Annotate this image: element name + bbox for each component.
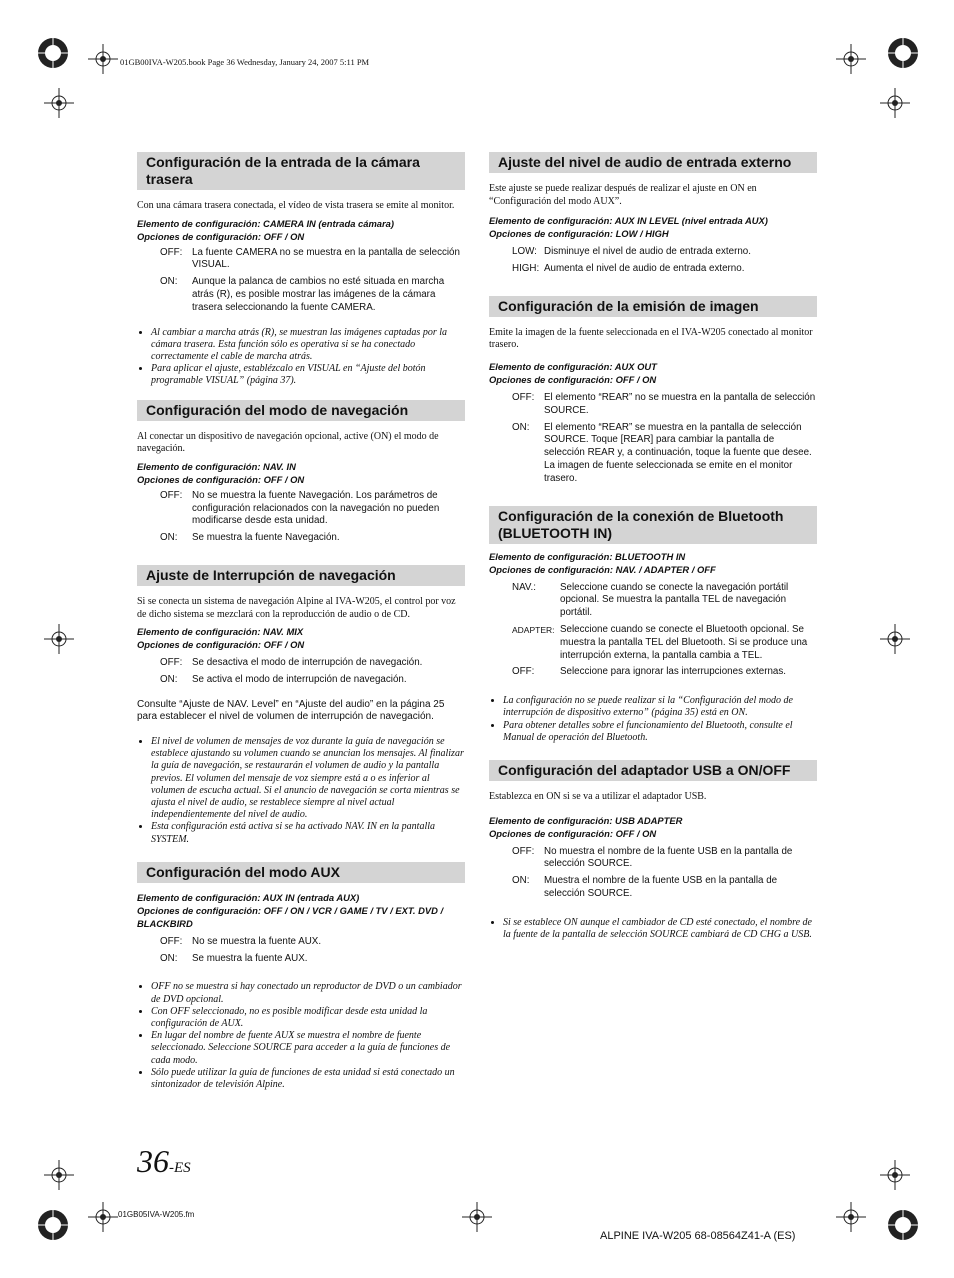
crosshair-mark-icon	[462, 1202, 492, 1232]
footer-file-name: 01GB05IVA-W205.fm	[118, 1210, 195, 1219]
left-column	[137, 152, 465, 1091]
interrupt-options-line: Opciones de configuración: OFF / ON	[137, 639, 305, 651]
bluetooth-options-line: Opciones de configuración: NAV. / ADAPTER / OFF	[489, 563, 716, 575]
interrupt-notes	[137, 736, 465, 846]
interrupt-element: Elemento de configuración: NAV. MIX	[137, 626, 304, 638]
registration-mark-icon	[886, 1208, 920, 1242]
note-item: • En lugar del nombre de fuente AUX se muestra el nombre de fuente seleccionado. Seleccione SOURCE para acceder a la guía de funciones de cada modo.	[151, 1030, 465, 1067]
crosshair-mark-icon	[44, 624, 74, 654]
auxlevel-intro: Este ajuste se puede realizar después de realizar el ajuste en ON en “Configuración del modo AUX”.	[489, 183, 757, 207]
interrupt-intro: Si se conecta un sistema de navegación Alpine al IVA-W205, el control por voz de dicho sistema se mezclará con la reproducción de audio o de CD.	[137, 595, 456, 620]
crosshair-mark-icon	[880, 624, 910, 654]
right-column	[489, 152, 817, 941]
option-row: OFF: La fuente CAMERA no se muestra en la pantalla de selección VISUAL.	[160, 246, 460, 271]
note-item: • La configuración no se puede realizar si la “Configuración del modo de interrupción de dispositivo externo” (página 35) está en ON.	[503, 695, 817, 719]
note-item: • Con OFF seleccionado, no es posible modificar desde esta unidad la configuración de AUX.	[151, 1006, 465, 1030]
camera-notes	[137, 327, 465, 388]
section-title-bluetooth: Configuración de la conexión de Bluetooth (BLUETOOTH IN)	[489, 506, 817, 544]
crosshair-mark-icon	[88, 44, 118, 74]
image-options-line: Opciones de configuración: OFF / ON	[489, 373, 657, 385]
usb-intro: Establezca en ON si se va a utilizar el adaptador USB.	[489, 790, 707, 802]
option-row: NAV.: Seleccione cuando se conecte la navegación portátil opcional. Se muestra la pantalla TEL de navegación portátil.	[512, 581, 789, 619]
option-row: ON: Se muestra la fuente AUX.	[160, 952, 308, 964]
option-row: OFF: No muestra el nombre de la fuente USB en la pantalla de selección SOURCE.	[512, 845, 793, 870]
option-row: ADAPTER: Seleccione cuando se conecte el Bluetooth opcional. Se muestra la pantalla TEL del Bluetooth. Si se produce una interrupción externa, la pantalla cambia a TEL.	[512, 623, 808, 661]
section-title-interrupt: Ajuste de Interrupción de navegación	[137, 565, 465, 586]
bluetooth-notes	[489, 695, 817, 744]
crosshair-mark-icon	[836, 1202, 866, 1232]
page-number	[137, 1143, 191, 1180]
nav-intro: Al conectar un dispositivo de navegación opcional, active (ON) el modo de navegación.	[137, 430, 439, 455]
usb-notes	[489, 917, 817, 941]
option-row: ON: Se muestra la fuente Navegación.	[160, 532, 340, 544]
section-title-camera: Configuración de la entrada de la cámara trasera	[137, 152, 465, 190]
book-header-line: 01GB00IVA-W205.book Page 36 Wednesday, January 24, 2007 5:11 PM	[120, 57, 370, 67]
option-row: ON: Muestra el nombre de la fuente USB en la pantalla de selección SOURCE.	[512, 875, 778, 899]
page-number-suffix: -ES	[169, 1160, 191, 1176]
footer-model-line: ALPINE IVA-W205 68-08564Z41-A (ES)	[600, 1230, 796, 1242]
registration-mark-icon	[886, 36, 920, 70]
section-title-usb: Configuración del adaptador USB a ON/OFF	[489, 760, 817, 781]
note-item: • Para aplicar el ajuste, establézcalo en VISUAL en “Ajuste del botón programable VISUAL” (página 37).	[151, 363, 465, 387]
image-element: Elemento de configuración: AUX OUT	[489, 360, 657, 372]
registration-mark-icon	[36, 1208, 70, 1242]
option-row: OFF: No se muestra la fuente Navegación. Los parámetros de configuración relacionados con la navegación no pueden modificarse desde esta unidad.	[160, 489, 440, 527]
option-row: OFF: El elemento “REAR” no se muestra en la pantalla de selección SOURCE.	[512, 391, 816, 416]
option-row: ON: El elemento “REAR” se muestra en la pantalla de selección SOURCE. Toque [REAR] para cambiar la pantalla de selección REAR y, a continuación, toque la fuente que desee. La imagen de fuente seleccionada se emite en el monitor trasero.	[512, 421, 812, 484]
option-row: OFF: Se desactiva el modo de interrupción de navegación.	[160, 657, 423, 669]
option-row: OFF: No se muestra la fuente AUX.	[160, 935, 322, 947]
option-row: ON: Se activa el modo de interrupción de navegación.	[160, 673, 407, 685]
note-item: • Sólo puede utilizar la guía de funciones de esta unidad si está conectado un sintonizador de televisión Alpine.	[151, 1067, 465, 1091]
usb-options-line: Opciones de configuración: OFF / ON	[489, 827, 657, 839]
nav-options-line: Opciones de configuración: OFF / ON	[137, 473, 305, 485]
aux-options-line: Opciones de configuración: OFF / ON / VCR / GAME / TV / EXT. DVD / BLACKBIRD	[137, 904, 444, 929]
camera-options-line: Opciones de configuración: OFF / ON	[137, 230, 305, 242]
aux-notes	[137, 981, 465, 1091]
crosshair-mark-icon	[44, 1160, 74, 1190]
section-title-aux: Configuración del modo AUX	[137, 862, 465, 883]
bluetooth-element: Elemento de configuración: BLUETOOTH IN	[489, 550, 686, 562]
section-title-nav: Configuración del modo de navegación	[137, 400, 465, 421]
note-item: • Si se establece ON aunque el cambiador de CD esté conectado, el nombre de la fuente de la pantalla de selección SOURCE cambiará de CD CHG a USB.	[503, 917, 817, 941]
auxlevel-element: Elemento de configuración: AUX IN LEVEL (nivel entrada AUX)	[489, 215, 768, 227]
registration-mark-icon	[36, 36, 70, 70]
camera-intro: Con una cámara trasera conectada, el vídeo de vista trasera se emite al monitor.	[137, 200, 455, 211]
image-intro: Emite la imagen de la fuente seleccionada en el IVA-W205 conectado al monitor trasero.	[489, 326, 813, 351]
crosshair-mark-icon	[880, 1160, 910, 1190]
option-row: ON: Aunque la palanca de cambios no esté situada en marcha atrás (R), es posible mostrar las imágenes de la cámara trasera seleccionando la fuente CAMERA.	[160, 276, 445, 313]
camera-element: Elemento de configuración: CAMERA IN (entrada cámara)	[137, 217, 394, 229]
note-item: • Al cambiar a marcha atrás (R), se muestran las imágenes captadas por la cámara trasera. Esta función sólo es operativa si se ha conectado correctamente el cable de marcha atrás.	[151, 327, 465, 364]
usb-element: Elemento de configuración: USB ADAPTER	[489, 814, 683, 826]
option-row: HIGH: Aumenta el nivel de audio de entrada externo.	[512, 262, 745, 274]
page-number-digits: 36	[137, 1143, 169, 1179]
crosshair-mark-icon	[836, 44, 866, 74]
auxlevel-options-line: Opciones de configuración: LOW / HIGH	[489, 228, 669, 240]
crosshair-mark-icon	[880, 88, 910, 118]
section-title-image: Configuración de la emisión de imagen	[489, 296, 817, 317]
crosshair-mark-icon	[88, 1202, 118, 1232]
option-row: OFF: Seleccione para ignorar las interrupciones externas.	[512, 666, 786, 678]
section-title-auxlevel: Ajuste del nivel de audio de entrada externo	[489, 152, 817, 173]
note-item: • Esta configuración está activa si se ha activado NAV. IN en la pantalla SYSTEM.	[151, 821, 465, 845]
crosshair-mark-icon	[44, 88, 74, 118]
note-item: • OFF no se muestra si hay conectado un reproductor de DVD o un cambiador de DVD opcional.	[151, 981, 465, 1005]
interrupt-consult: Consulte “Ajuste de NAV. Level” en “Ajuste del audio” en la página 25 para establecer el nivel de volumen de interrupción de navegación.	[137, 698, 445, 723]
aux-element: Elemento de configuración: AUX IN (entrada AUX)	[137, 891, 360, 903]
note-item: • El nivel de volumen de mensajes de voz durante la guía de navegación se establece ajustando su volumen cuando se anuncian los mensajes. Al finalizar la guía de navegación, se restaurarán el volumen de audio y la pantalla previos. El volumen del mensaje de voz siempre está a o es inferior al volumen de escucha actual. Si el anuncio de navegación se corta mientras se ajusta el nivel de audio, se restablece siempre al nivel actual independientemente del nivel de audio.	[151, 736, 465, 821]
note-item: • Para obtener detalles sobre el funcionamiento del Bluetooth, consulte el Manual de operación del Bluetooth.	[503, 720, 817, 744]
option-row: LOW: Disminuye el nivel de audio de entrada externo.	[512, 246, 751, 258]
nav-element: Elemento de configuración: NAV. IN	[137, 460, 296, 472]
